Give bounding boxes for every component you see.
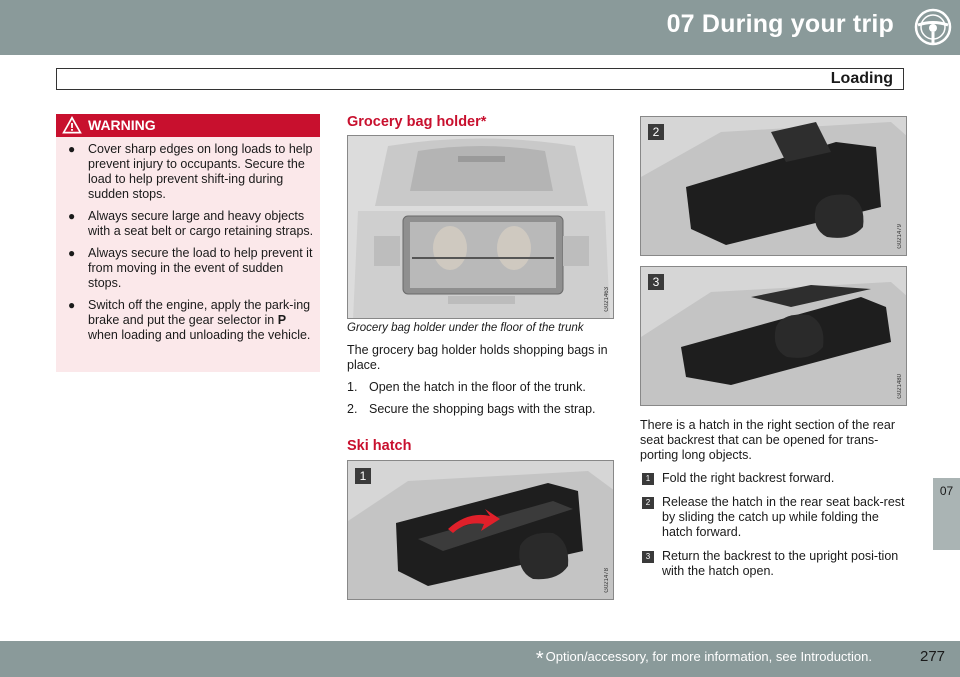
step-number: 3 xyxy=(642,551,654,563)
warning-box xyxy=(56,114,320,372)
grocery-caption: Grocery bag holder under the floor of the trunk xyxy=(347,322,584,334)
footnote-star: * xyxy=(535,648,544,670)
step-badge: 2 xyxy=(648,124,664,140)
grocery-intro: The grocery bag holder holds shopping bags in place. xyxy=(347,343,608,372)
grocery-heading: Grocery bag holder* xyxy=(347,114,487,130)
chapter-icon-box xyxy=(906,0,960,55)
warning-header xyxy=(56,114,320,137)
side-tab-label: 07 xyxy=(939,484,954,498)
gear-p: P xyxy=(277,313,287,327)
list-item: ● Always secure large and heavy objects with a seat belt or cargo retaining straps. xyxy=(68,209,314,238)
step-badge: 1 xyxy=(355,468,371,484)
step-badge: 3 xyxy=(648,274,664,290)
photo-code: G021479 xyxy=(897,224,903,249)
ski-photo-2 xyxy=(640,116,907,256)
grocery-photo xyxy=(347,135,614,319)
ski-hatch-step1-illustration xyxy=(348,461,614,600)
ski-hatch-step2-illustration xyxy=(641,117,907,256)
ski-intro: There is a hatch in the right section of the rear seat backrest that can be opened for trans-porting long objects. xyxy=(640,418,895,462)
list-item: ● Cover sharp edges on long loads to help prevent injury to occupants. Secure the load to help prevent shift-ing during sudden stops. xyxy=(68,142,313,201)
section-header xyxy=(56,68,904,90)
bullet-icon: ● xyxy=(68,142,76,156)
list-item: 3 Return the backrest to the upright posi-tion with the hatch open. xyxy=(640,549,908,579)
bullet-icon: ● xyxy=(68,209,76,223)
list-item: 2 Release the hatch in the rear seat back-rest by sliding the catch up while folding the hatch forward. xyxy=(640,495,908,540)
car-rear-illustration xyxy=(348,136,614,319)
photo-code: G021480 xyxy=(897,374,903,399)
step-number: 1 xyxy=(642,473,654,485)
bullet-icon: ● xyxy=(68,246,76,260)
chapter-side-tab xyxy=(933,478,960,550)
ski-hatch-step3-illustration xyxy=(641,267,907,406)
footnote xyxy=(536,648,872,671)
warning-label: WARNING xyxy=(88,117,156,133)
steering-wheel-icon xyxy=(906,0,960,55)
photo-code: G021478 xyxy=(604,568,610,593)
list-item: 1 Fold the right backrest forward. xyxy=(640,471,908,486)
ski-heading: Ski hatch xyxy=(347,438,412,454)
warning-list xyxy=(64,142,314,350)
page-number: 277 xyxy=(920,648,946,665)
ski-photo-1 xyxy=(347,460,614,600)
bullet-icon: ● xyxy=(68,298,76,312)
list-item: 1. Open the hatch in the floor of the trunk. xyxy=(347,380,586,394)
page-number-box xyxy=(906,641,960,677)
list-item: ● Always secure the load to help prevent it from moving in the event of sudden stops. xyxy=(68,246,313,290)
warning-triangle-icon xyxy=(62,116,82,134)
photo-code: G021463 xyxy=(604,287,610,312)
footnote-text: Option/accessory, for more information, see Introduction. xyxy=(545,649,872,664)
list-item: ● Switch off the engine, apply the park-ing brake and put the gear selector in P when loading and unloading the vehicle. xyxy=(68,298,311,342)
step-number: 2 xyxy=(642,497,654,509)
section-title: Loading xyxy=(830,70,893,87)
grocery-steps xyxy=(347,380,615,424)
list-item: 2. Secure the shopping bags with the strap. xyxy=(347,402,596,416)
ski-steps xyxy=(640,471,908,588)
chapter-title: 07 During your trip xyxy=(666,10,894,38)
ski-photo-3 xyxy=(640,266,907,406)
